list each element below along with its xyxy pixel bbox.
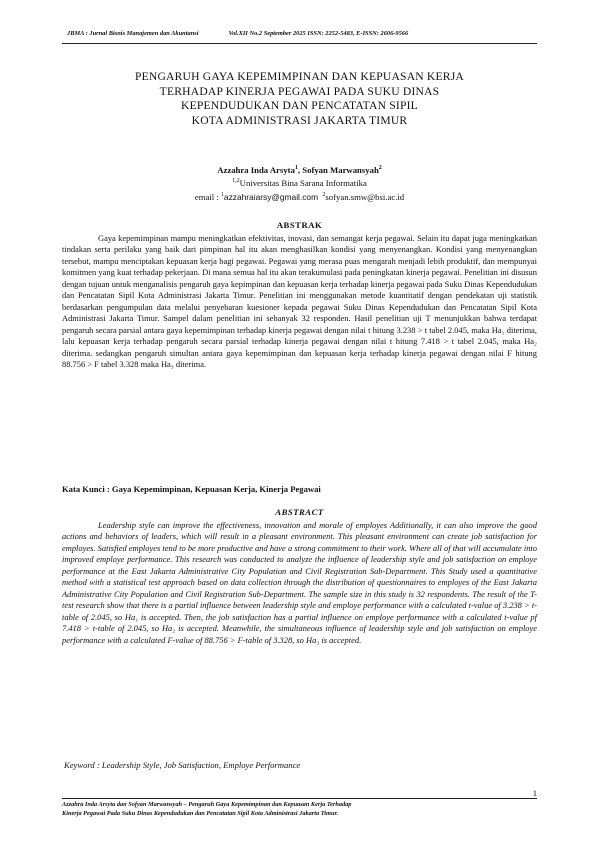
volume-issn: Vol.XII No.2 September 2025 ISSN: 2252-5483, E-ISSN: 2606-9566 bbox=[228, 30, 409, 37]
footer-rule bbox=[62, 798, 537, 799]
keywords bbox=[62, 760, 537, 770]
keyword-text: Keyword : Leadership Style, Job Satisfaction, Employe Performance bbox=[64, 760, 301, 770]
page-number: 1 bbox=[532, 788, 537, 798]
author-1-sup: 1 bbox=[294, 165, 298, 172]
author-2: Sofyan Marwansyah bbox=[302, 165, 379, 175]
affiliation-sup: 1,2 bbox=[232, 178, 240, 185]
abstract-heading: ABSTRACT bbox=[275, 507, 324, 517]
email-2-link[interactable]: sofyan.smw@bsi.ac.id bbox=[325, 192, 405, 202]
abstract-body bbox=[62, 520, 537, 646]
abstrak-heading: ABSTRAK bbox=[276, 220, 323, 230]
author-sep: , bbox=[297, 165, 303, 175]
email-line bbox=[62, 192, 537, 202]
title-line: KOTA ADMINISTRASI JAKARTA TIMUR bbox=[191, 113, 408, 127]
email-1-link[interactable]: azzahraiarsy@gmail.com bbox=[223, 192, 319, 202]
email-2-sup: 2 bbox=[322, 192, 326, 199]
abstrak-text: Gaya kepemimpinan mampu meningkatkan efektivitas, inovasi, dan semangat kerja pegawai. Selain itu dapat juga meningkatkan tindakan serta perilaku yang baik dari pimpinan hal itu akan menghasilkan kondisi yang menyenangkan. Kondisi yang menyenangkan tersebut, mampu menciptakan kepuasan kerja bagi pegawai. Pegawai yang merasa puas mengarah menjadi lebih produktif, dan mempunyai komitmen yang kuat terhadap pekerjaan. Di mana semua hal itu akan terakumulasi pada peningkatan kinerja pegawai. Penelitian ini disusun dengan tujuan untuk menganalisis pengaruh gaya kepimpinan dan kepuasan kerja terhadap kinerja pegawai pada Suku Dinas Kependudukan dan Pencatatan Sipil Kota Administrasi Jakarta Timur. Penelitian ini menggunakan metode kuantitatif dengan pendekatan uji statistik berdasarkan pengumpulan data melalui penyebaran kuesioner kepada pegawai Suku Dinas Kependudukan dan Pencatatan Sipil Kota Administrasi Jakarta Timur. Sampel dalam penelitian ini sebanyak 32 responden. Hasil penelitian uji T menunjukkan bahwa terdapat pengaruh secara parsial antara gaya kepemimpinan terhadap kinerja pegawai dengan nilai t hitung 3.238 > t tabel 2.045, maka Ha₁ diterima, lalu kepuasan kerja terhadap pengaruh secara parsial terhadap kinerja pegawai dengan nilai t hitung 7.418 > t tabel 2.045, maka Ha₂ diterima. sedangkan pengaruh simultan antara gaya kepemimpinan dan kepuasan kerja terhadap kinerja pegawai dengan nilai F hitung 88.756 > F tabel 3.328 maka Ha₃ diterima. bbox=[62, 233, 537, 369]
authors bbox=[62, 165, 537, 175]
journal-name: JBMA : Jurnal Bisnis Manajemen dan Akuntansi bbox=[67, 30, 199, 37]
abstract-text: Leadership style can improve the effectiveness, innovation and morale of employes Additionally, it can also improve the good actions and behaviors of leaders, which will result in a pleasant environment. This pleasant environment can create job satisfaction for employes. Satisfied employes tend to be more productive and have a strong commitment to their work. Where all of that will accumulate into improved employe performance. This research was conducted to analyze the influence of leadership style and job satisfaction on employe performance at the East Jakarta Administrative City Population and Civil Registration Sub-Department. This Study used a quantitative method with a statistical test approach based on data collection through the distribution of questionnaires to employes of the East Jakarta Administrative City Population and Civil Registration Sub-Department. The sample size in this study is 32 respondents. The result of the T-test research show that there is a partial influence between leadership style and employe performance with a calculated t-value of 3.238 > t-table of 2.045, so Ha₁ is accepted. Then, the job satisfaction has a partial influence on employe performance with a calculated t-value pf 7.418 > t-table of 2.045, so Ha₂ is accepted. Meanwhile, the simultaneous influence of leadership style and job satisfaction on employe performance with a calculated F-value of 88.756 > F-table of 3.328, so Ha₃ is accepted. bbox=[62, 520, 537, 645]
header-rule bbox=[62, 43, 537, 44]
author-2-sup: 2 bbox=[378, 165, 382, 172]
affiliation bbox=[62, 178, 537, 188]
author-1: Azzahra Inda Arsyta bbox=[217, 165, 295, 175]
email-1-sup: 1 bbox=[220, 192, 224, 199]
running-footer bbox=[62, 801, 537, 818]
affiliation-text: Universitas Bina Sarana Informatika bbox=[239, 178, 367, 188]
running-header bbox=[67, 30, 537, 37]
kata-kunci: Kata Kunci : Gaya Kepemimpinan, Kepuasan Kerja, Kinerja Pegawai bbox=[62, 484, 321, 494]
paper-title bbox=[62, 70, 537, 128]
title-line: PENGARUH GAYA KEPEMIMPINAN DAN KEPUASAN KERJA bbox=[134, 70, 465, 83]
footer-line: Azzahra Inda Arsyta dan Sofyan Marwansyah – Pengaruh Gaya Kepemimpinan dan Kepuasan Kerja Terhadap bbox=[62, 801, 352, 808]
footer-line: Kinerja Pegawai Pada Suku Dinas Kependudukan dan Pencatatan Sipil Kota Administrasi Jakarta Timur. bbox=[62, 809, 339, 817]
title-line: TERHADAP KINERJA PEGAWAI PADA SUKU DINAS bbox=[159, 84, 440, 98]
abstrak-body bbox=[62, 233, 537, 370]
email-label: email : bbox=[194, 192, 221, 202]
title-line: KEPENDUDUKAN DAN PENCATATAN SIPIL bbox=[181, 99, 418, 112]
